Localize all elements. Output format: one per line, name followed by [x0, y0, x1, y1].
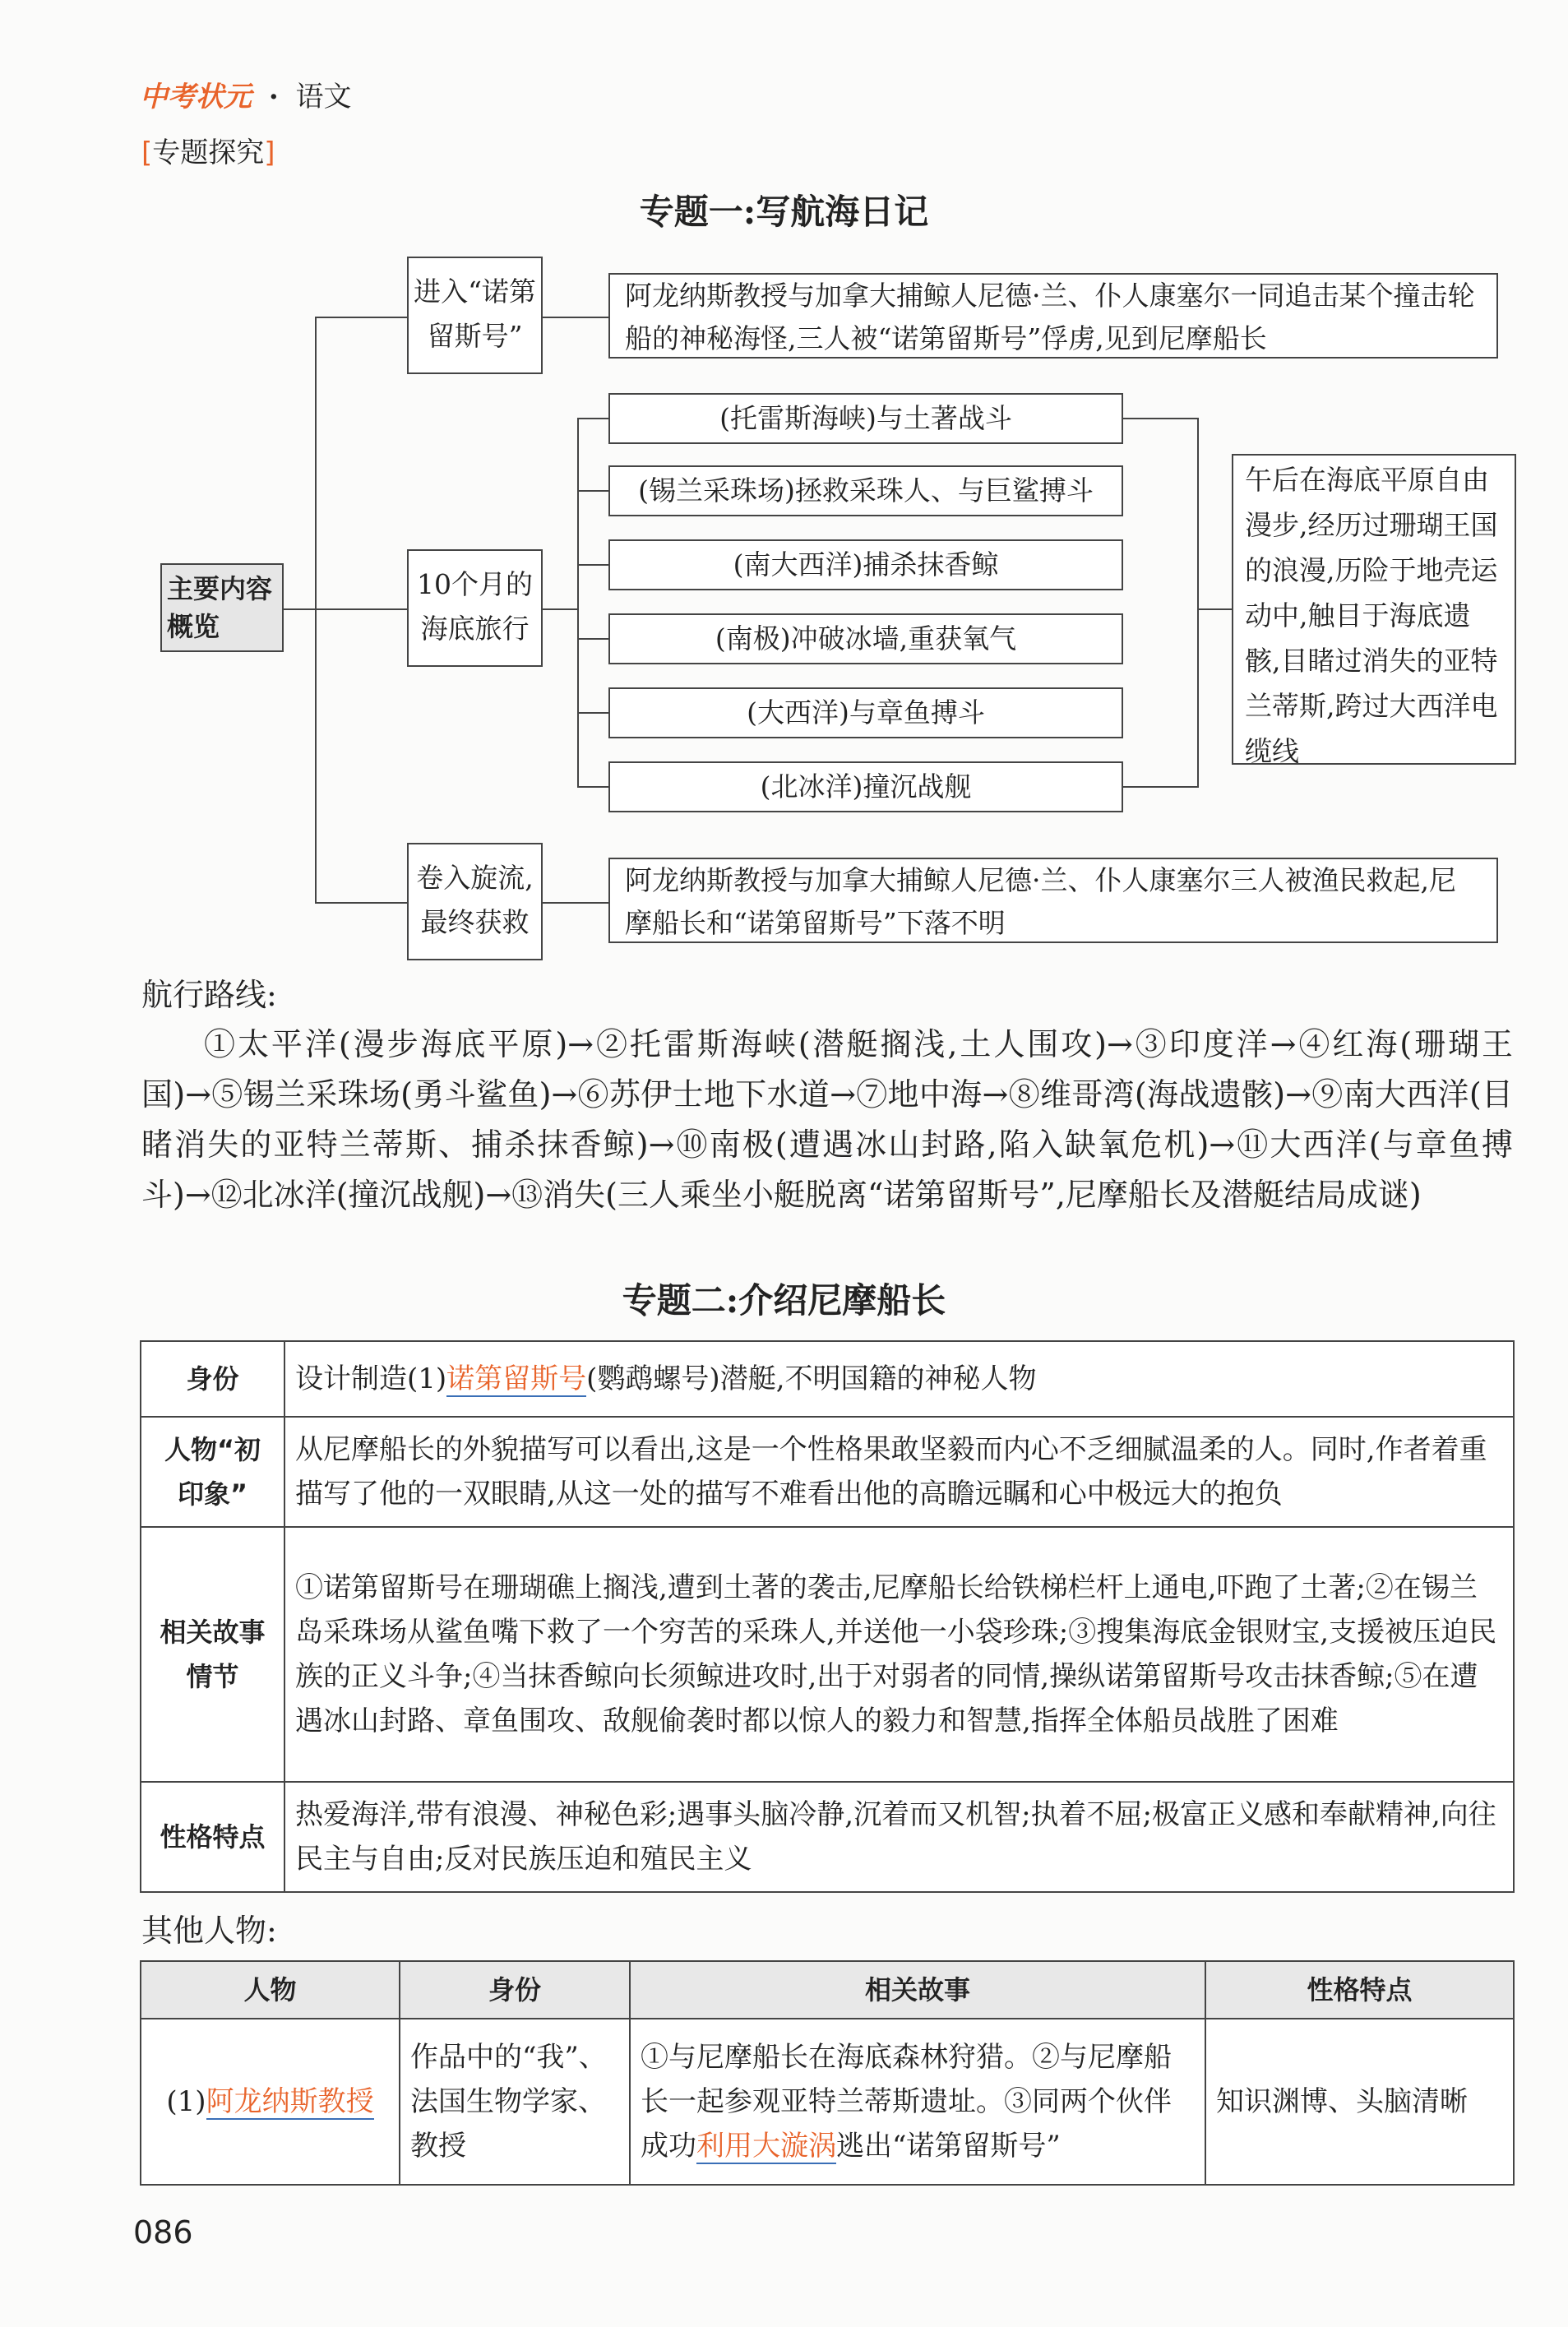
cell-name — [141, 2019, 400, 2185]
connector — [315, 608, 407, 610]
branch-rescue-desc — [608, 858, 1498, 943]
connector — [543, 317, 610, 318]
row-content — [284, 1341, 1514, 1417]
table-row — [141, 1527, 1514, 1782]
branch-travel-label: 10个月的海底旅行 — [417, 568, 533, 645]
story-post: 逃出“诺第留斯号” — [836, 2130, 1061, 2163]
header-brand — [140, 79, 351, 115]
row-content: 从尼摩船长的外貌描写可以看出,这是一个性格果敢坚毅而内心不乏细腻温柔的人。同时,作者着重描写了他的一双眼睛,从这一处的描写不难看出他的高瞻远瞩和心中极远大的抱负 — [284, 1417, 1514, 1527]
other-label: 其他人物: — [141, 1913, 277, 1949]
connector — [543, 902, 610, 904]
connector — [577, 418, 608, 419]
story-pre: ①与尼摩船长在海底森林狩猎。②与尼摩船长一起参观亚特兰蒂斯遗址。③同两个伙伴成功 — [641, 2041, 1172, 2163]
row-content: 热爱海洋,带有浪漫、神秘色彩;遇事头脑冷静,沉着而又机智;执着不屈;极富正义感和奉献精神,向往民主与自由;反对民族压迫和殖民主义 — [284, 1782, 1514, 1892]
row-label: 身份 — [141, 1341, 284, 1417]
topic2-title: 专题二:介绍尼摩船长 — [622, 1280, 946, 1321]
event-box — [608, 613, 1123, 664]
branch-enter-desc — [608, 273, 1498, 359]
column-header: 相关故事 — [630, 1961, 1205, 2019]
branch-rescue-desc-text: 阿龙纳斯教授与加拿大捕鲸人尼德·兰、仆人康塞尔三人被渔民救起,尼摩船长和“诺第留斯号”下落不明 — [625, 864, 1456, 939]
cell-traits: 知识渊博、头脑清晰 — [1205, 2019, 1514, 2185]
column-header: 身份 — [400, 1961, 630, 2019]
name-answer: 阿龙纳斯教授 — [206, 2085, 374, 2118]
connector — [577, 564, 608, 566]
branch-enter — [407, 257, 543, 374]
connector — [315, 317, 407, 318]
section-tag: [专题探究] — [141, 136, 275, 169]
topic1-title: 专题一:写航海日记 — [639, 192, 929, 232]
page-number: 086 — [133, 2214, 193, 2251]
connector — [1197, 418, 1199, 788]
identity-pre: 设计制造(1) — [295, 1362, 447, 1395]
tree-root — [160, 563, 284, 652]
event-box — [608, 761, 1123, 812]
branch-rescue — [407, 843, 543, 960]
side-note-text: 午后在海底平原自由漫步,经历过珊瑚王国的浪漫,历险于地壳运动中,触目于海底遗骸,目睹过消失的亚特兰蒂斯,跨过大西洋电缆线 — [1245, 464, 1498, 767]
connector — [1123, 418, 1199, 419]
event-box — [608, 393, 1123, 444]
column-header: 人物 — [141, 1961, 400, 2019]
connector — [1123, 786, 1199, 788]
name-prefix: (1) — [166, 2085, 206, 2118]
branch-enter-desc-text: 阿龙纳斯教授与加拿大捕鲸人尼德·兰、仆人康塞尔一同追击某个撞击轮船的神秘海怪,三人被“诺第留斯号”俘虏,见到尼摩船长 — [625, 280, 1475, 354]
header-subject: 语文 — [295, 81, 352, 113]
event-text: (托雷斯海峡)与土著战斗 — [719, 402, 1012, 434]
route-text: ①太平洋(漫步海底平原)→②托雷斯海峡(潜艇搁浅,土人围攻)→③印度洋→④红海(珊瑚王国)→⑤锡兰采珠场(勇斗鲨鱼)→⑥苏伊士地下水道→⑦地中海→⑧维哥湾(海战遗骸)→⑨南大西洋(目睹消失的亚特兰蒂斯、捕杀抹香鲸)→⑩南极(遭遇冰山封路,陷入缺氧危机)→⑪大西洋(与章鱼搏斗)→⑫北冰洋(撞沉战舰)→⑬消失(三人乘坐小艇脱离“诺第留斯号”,尼摩船长及潜艇结局成谜) — [141, 1026, 1513, 1213]
table-header-row — [141, 1961, 1514, 2019]
branch-travel — [407, 549, 543, 667]
cell-story — [630, 2019, 1205, 2185]
identity-answer: 诺第留斯号 — [446, 1362, 587, 1395]
connector — [284, 608, 315, 610]
event-text: (北冰洋)撞沉战舰 — [760, 770, 972, 803]
row-label: 相关故事情节 — [141, 1527, 284, 1782]
row-label: 人物“初印象” — [141, 1417, 284, 1527]
table-row — [141, 1417, 1514, 1527]
identity-post: (鹦鹉螺号)潜艇,不明国籍的神秘人物 — [586, 1362, 1037, 1395]
row-content: ①诺第留斯号在珊瑚礁上搁浅,遭到土著的袭击,尼摩船长给铁梯栏杆上通电,吓跑了土著;②在锡兰岛采珠场从鲨鱼嘴下救了一个穷苦的采珠人,并送他一小袋珍珠;③搜集海底金银财宝,支援被压迫民族的正义斗争;④当抹香鲸向长须鲸进攻时,出于对弱者的同情,操纵诺第留斯号攻击抹香鲸;⑤在遭遇冰山封路、章鱼围攻、敌舰偷袭时都以惊人的毅力和智慧,指挥全体船员战胜了困难 — [284, 1527, 1514, 1782]
connector — [577, 712, 608, 714]
brand-logo: 中考状元 — [140, 81, 252, 113]
connector — [577, 490, 608, 492]
other-table — [140, 1960, 1515, 2186]
connector — [315, 902, 407, 904]
event-box — [608, 687, 1123, 738]
connector — [577, 418, 579, 788]
branch-rescue-label: 卷入旋流,最终获救 — [416, 862, 534, 938]
cell-identity: 作品中的“我”、法国生物学家、教授 — [400, 2019, 630, 2185]
event-box — [608, 539, 1123, 590]
story-answer: 利用大漩涡 — [696, 2130, 836, 2163]
branch-enter-label: 进入“诺第留斯号” — [414, 275, 536, 352]
event-text: (南极)冲破冰墙,重获氧气 — [715, 622, 1017, 655]
row-label: 性格特点 — [141, 1782, 284, 1892]
section-tag-label: 专题探究 — [152, 136, 265, 169]
event-text: (大西洋)与章鱼搏斗 — [747, 696, 985, 729]
connector — [1197, 608, 1232, 610]
connector — [577, 638, 608, 640]
event-box — [608, 465, 1123, 516]
header-dot: · — [268, 81, 279, 113]
connector — [543, 608, 577, 610]
connector — [577, 786, 608, 788]
table-row — [141, 1782, 1514, 1892]
column-header: 性格特点 — [1205, 1961, 1514, 2019]
table-row — [141, 1341, 1514, 1417]
route-label: 航行路线: — [141, 977, 277, 1013]
event-text: (锡兰采珠场)拯救采珠人、与巨鲨搏斗 — [638, 474, 1094, 507]
event-text: (南大西洋)捕杀抹香鲸 — [733, 548, 999, 581]
tree-root-label: 主要内容概览 — [167, 573, 273, 642]
nemo-table — [140, 1340, 1515, 1893]
table-row — [141, 2019, 1514, 2185]
side-note — [1232, 454, 1516, 765]
